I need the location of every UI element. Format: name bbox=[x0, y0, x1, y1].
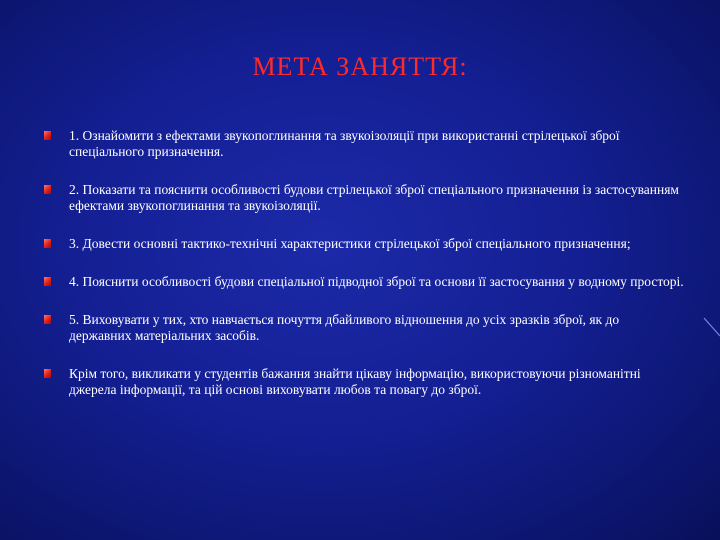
list-item bbox=[44, 182, 684, 214]
list-item-text: 1. Ознайомити з ефектами звукопоглинання та звукоізоляції при використанні стрілецької зброї спеціального призначення. bbox=[69, 128, 620, 159]
list-item-text: 4. Пояснити особливості будови спеціальної підводної зброї та основи її застосування у водному просторі. bbox=[69, 274, 684, 289]
list-item bbox=[44, 236, 684, 252]
bullet-square-icon bbox=[44, 369, 51, 378]
list-item-text: Крім того, викликати у студентів бажання знайти цікаву інформацію, використовуючи різноманітні джерела інформації, та цій основі виховувати любов та повагу до зброї. bbox=[69, 366, 641, 397]
list-item-text: 2. Показати та пояснити особливості будови стрілецької зброї спеціального призначення із застосуванням ефектами звукопоглинання та звукоізоляції. bbox=[69, 182, 679, 213]
bullet-square-icon bbox=[44, 277, 51, 286]
list-item bbox=[44, 274, 684, 290]
bullet-square-icon bbox=[44, 185, 51, 194]
bullet-square-icon bbox=[44, 239, 51, 248]
bullet-square-icon bbox=[44, 131, 51, 140]
list-item-text: 3. Довести основні тактико-технічні характеристики стрілецької зброї спеціального призначення; bbox=[69, 236, 631, 251]
list-item-text: 5. Виховувати у тих, хто навчається почуття дбайливого відношення до усіх зразків зброї, як до державних матеріальних засобів. bbox=[69, 312, 620, 343]
list-item bbox=[44, 366, 684, 398]
objectives-list bbox=[44, 128, 684, 420]
slide-title: МЕТА ЗАНЯТТЯ: bbox=[252, 52, 468, 81]
bullet-square-icon bbox=[44, 315, 51, 324]
list-item bbox=[44, 312, 684, 344]
list-item bbox=[44, 128, 684, 160]
